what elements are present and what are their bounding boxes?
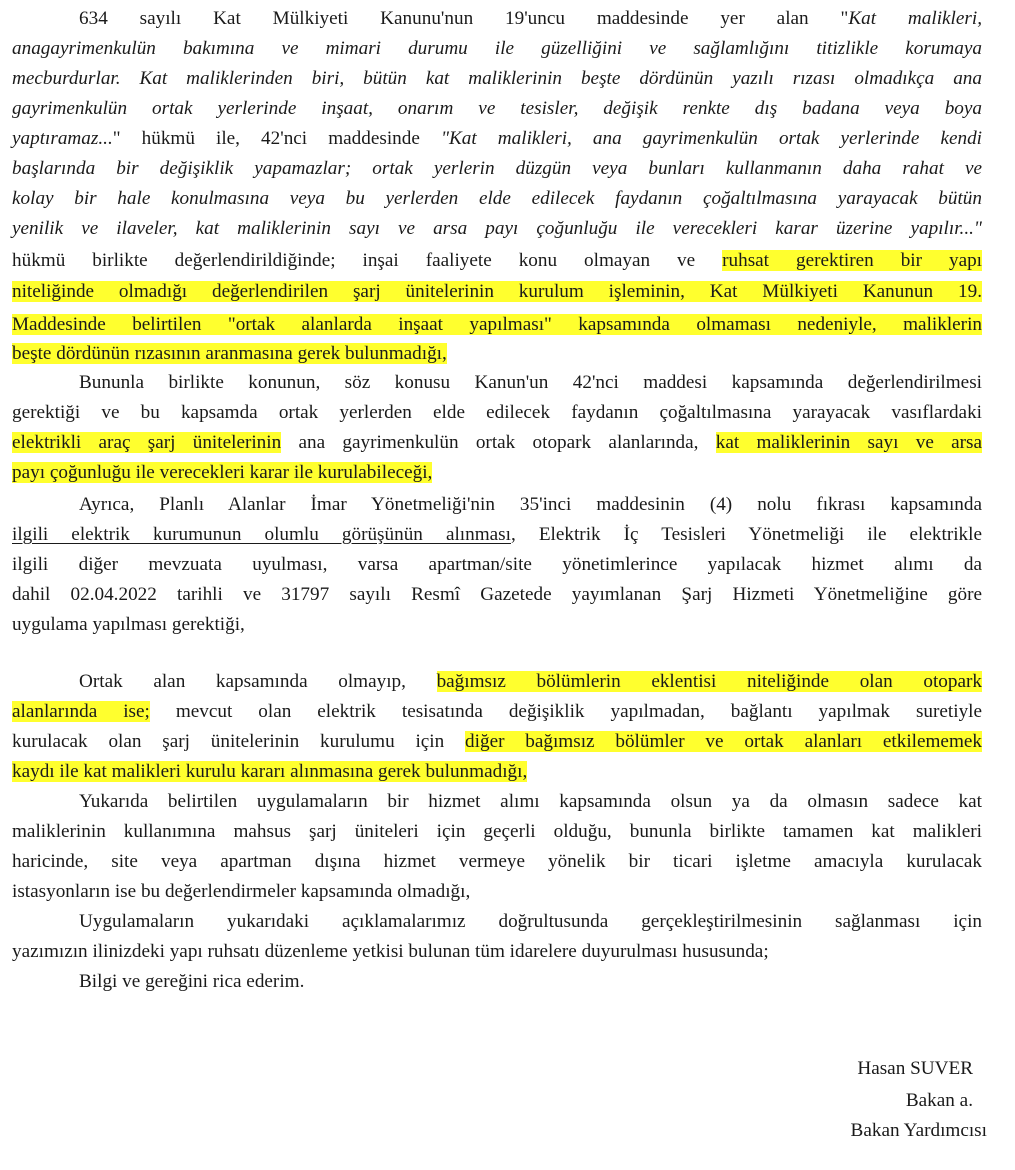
paragraph-line [12, 154, 982, 184]
paragraph-line [12, 124, 982, 154]
text-span: Ortak alan kapsamında olmayıp, [79, 671, 437, 692]
quoted-law-text: "Kat malikleri, ana gayrimenkulün ortak yerlerinde kendi [440, 128, 982, 149]
closing-line [79, 967, 1015, 997]
paragraph-line [12, 877, 982, 907]
highlighted-text: ruhsat gerektiren bir yapı [722, 250, 983, 271]
text-span: 634 sayılı Kat Mülkiyeti Kanunu'nun 19'uncu maddesinde yer alan " [79, 8, 849, 29]
quoted-law-text: yaptıramaz... [12, 128, 113, 149]
underlined-text: ilgili elektrik kurumunun olumlu görüşünün alınması [12, 524, 511, 545]
text-span: ilgili diğer mevzuata uyulması, varsa apartman/site yönetimlerince yapılacak hizmet alımı da [12, 554, 982, 575]
quoted-law-text: Kat malikleri, [848, 8, 982, 29]
paragraph-line [79, 907, 982, 937]
paragraph-line [79, 490, 982, 520]
paragraph-line [12, 458, 982, 488]
paragraph-line [12, 277, 982, 307]
paragraph-line [79, 787, 982, 817]
text-span: haricinde, site veya apartman dışına hizmet vermeye yönelik bir ticari işletme amacıyla kurulacak [12, 851, 982, 872]
text-span: maliklerinin kullanımına mahsus şarj üniteleri için geçerli olduğu, bununla birlikte tamamen kat malikleri [12, 821, 982, 842]
highlighted-text: Maddesinde belirtilen "ortak alanlarda inşaat yapılması" kapsamında olmaması nedeniyle, maliklerin [12, 314, 982, 335]
highlighted-text: payı çoğunluğu ile verecekleri karar ile kurulabileceği, [12, 462, 433, 483]
highlighted-text: alanlarında ise; [12, 701, 150, 722]
quoted-law-text: başlarında bir değişiklik yapamazlar; ortak yerlerin düzgün veya bunları kullanmanın daha rahat ve [12, 158, 982, 179]
signatory-name: Hasan SUVER [857, 1058, 973, 1079]
highlighted-text: bağımsız bölümlerin eklentisi niteliğinde olan otopark [436, 671, 982, 692]
text-span: istasyonların ise bu değerlendirmeler kapsamında olmadığı, [12, 881, 471, 902]
quoted-law-text: kolay bir hale konulmasına veya bu yerlerden elde edilecek faydanın çoğaltılmasına yarayacak bütün [12, 188, 982, 209]
highlighted-text: diğer bağımsız bölümler ve ortak alanları etkilememek [465, 731, 982, 752]
highlighted-text: kaydı ile kat malikleri kurulu kararı alınmasına gerek bulunmadığı, [12, 761, 528, 782]
text-span: yazımızın ilinizdeki yapı ruhsatı düzenleme yetkisi bulunan tüm idarelere duyurulması hususunda; [12, 941, 769, 962]
paragraph-line [12, 246, 982, 276]
text-span: gerektiği ve bu kapsamda ortak yerlerden elde edilecek faydanın çoğaltılmasına yarayacak vasıflardaki [12, 402, 982, 423]
text-span: dahil 02.04.2022 tarihli ve 31797 sayılı Resmî Gazetede yayımlanan Şarj Hizmeti Yönetmeliğine göre [12, 584, 982, 605]
quoted-law-text: anagayrimenkulün bakımına ve mimari durumu ile güzelliğini ve sağlamlığını titizlikle korumaya [12, 38, 982, 59]
quoted-law-text: gayrimenkulün ortak yerlerinde inşaat, onarım ve tesisler, değişik renkte dış badana veya boya [12, 98, 982, 119]
paragraph-line [12, 214, 982, 244]
paragraph-line [12, 520, 982, 550]
quoted-law-text: mecburdurlar. Kat maliklerinden biri, bütün kat maliklerinin beşte dördünün yazılı rızası olmadıkça ana [12, 68, 982, 89]
text-span: Ayrıca, Planlı Alanlar İmar Yönetmeliği'nin 35'inci maddesinin (4) nolu fıkrası kapsamında [79, 494, 982, 515]
paragraph-line [12, 184, 982, 214]
text-span: kurulacak olan şarj ünitelerinin kurulumu için [12, 731, 466, 752]
text-span: Bilgi ve gereğini rica ederim. [79, 971, 305, 992]
paragraph-line [12, 428, 982, 458]
text-span: Bununla birlikte konunun, söz konusu Kanun'un 42'nci maddesi kapsamında değerlendirilmesi [79, 372, 982, 393]
paragraph-line [12, 398, 982, 428]
paragraph-line [79, 4, 982, 34]
paragraph-line [79, 368, 982, 398]
signatory-title: Bakan Yardımcısı [850, 1120, 987, 1141]
highlighted-text: elektrikli araç şarj ünitelerinin [12, 432, 282, 453]
signatory-on-behalf: Bakan a. [905, 1090, 973, 1111]
text-span: uygulama yapılması gerektiği, [12, 614, 245, 635]
text-span: hükmü birlikte değerlendirildiğinde; inşai faaliyete konu olmayan ve [12, 250, 723, 271]
text-span: Uygulamaların yukarıdaki açıklamalarımız doğrultusunda gerçekleştirilmesinin sağlanması için [79, 911, 982, 932]
text-span: , Elektrik İç Tesisleri Yönetmeliği ile elektrikle [510, 524, 982, 545]
paragraph-line [12, 610, 982, 640]
highlighted-text: beşte dördünün rızasının aranmasına gerek bulunmadığı, [12, 343, 447, 364]
text-span: " hükmü ile, 42'nci maddesinde [112, 128, 441, 149]
highlighted-text: niteliğinde olmadığı değerlendirilen şarj ünitelerinin kurulum işleminin, Kat Mülkiyeti Kanunun 19. [12, 281, 982, 302]
paragraph-line [12, 697, 982, 727]
paragraph-line [79, 667, 982, 697]
paragraph-line [12, 757, 982, 787]
text-span: Yukarıda belirtilen uygulamaların bir hizmet alımı kapsamında olsun ya da olmasın sadece kat [79, 791, 982, 812]
paragraph-line [12, 580, 982, 610]
paragraph-line [12, 310, 982, 340]
text-span: mevcut olan elektrik tesisatında değişiklik yapılmadan, bağlantı yapılmak suretiyle [149, 701, 983, 722]
highlighted-text: kat maliklerinin sayı ve arsa [715, 432, 983, 453]
paragraph-line [12, 847, 982, 877]
paragraph-line [12, 94, 982, 124]
paragraph-line [12, 339, 982, 369]
paragraph-line [12, 937, 982, 967]
paragraph-line [12, 550, 982, 580]
paragraph-line [12, 64, 982, 94]
paragraph-line [12, 34, 982, 64]
paragraph-line [12, 727, 982, 757]
paragraph-line [12, 817, 982, 847]
quoted-law-text: yenilik ve ilaveler, kat maliklerinin sayı ve arsa payı çoğunluğu ile verecekleri karar üzerine yapılır..." [12, 218, 982, 239]
text-span: ana gayrimenkulün ortak otopark alanlarında, [281, 432, 716, 453]
